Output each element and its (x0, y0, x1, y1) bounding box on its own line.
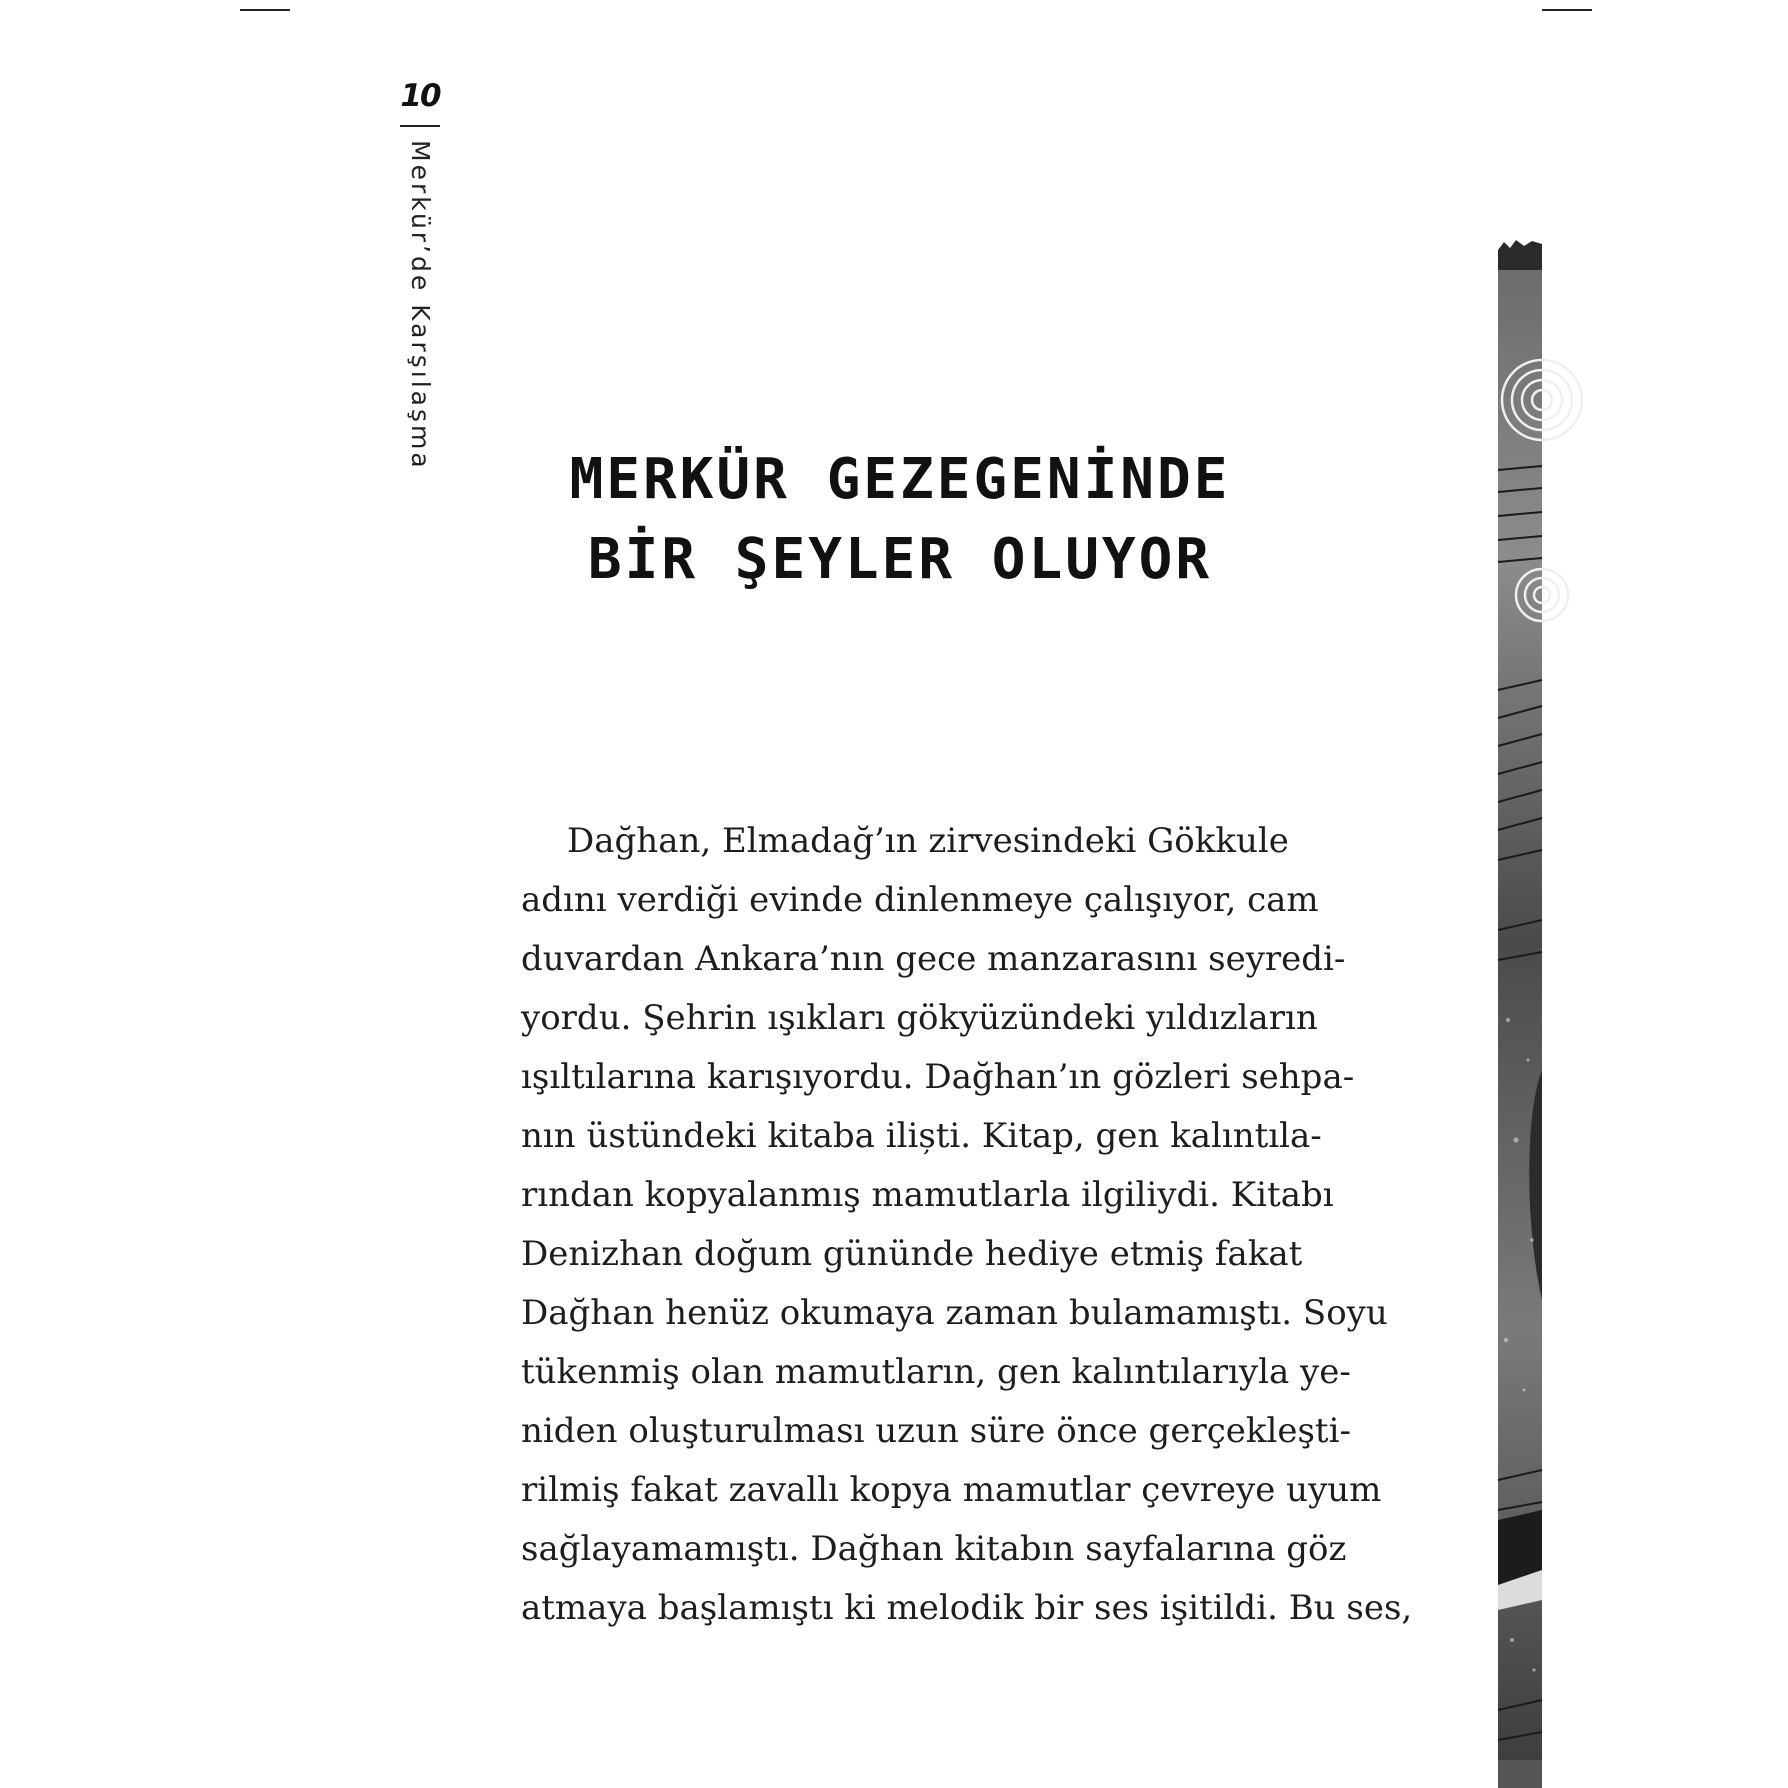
crop-mark-right (1542, 9, 1592, 11)
body-line: duvardan Ankara’nın gece manzarasını seyredi- (521, 939, 1346, 979)
body-line: rından kopyalanmış mamutlarla ilgiliydi. Kitabı (521, 1175, 1334, 1215)
illustration-edge-art (1498, 240, 1542, 1788)
body-paragraph (521, 812, 1413, 1638)
body-line: Denizhan doğum gününde hediye etmiş fakat (521, 1234, 1303, 1274)
body-line: ışıltılarına karışıyordu. Dağhan’ın gözleri sehpa- (521, 1057, 1355, 1097)
crop-mark-left (240, 9, 290, 11)
body-line: tükenmiş olan mamutların, gen kalıntılarıyla ye- (521, 1352, 1351, 1392)
chapter-title (520, 440, 1280, 600)
body-line: rilmiş fakat zavallı kopya mamutlar çevreye uyum (521, 1470, 1382, 1510)
body-line: atmaya başlamıştı ki melodik bir ses işitildi. Bu ses, (521, 1588, 1413, 1628)
body-line: nın üstündeki kitaba iliști. Kitap, gen kalıntıla- (521, 1116, 1322, 1156)
running-header-title: Merkür’de Karşılaşma (406, 140, 435, 471)
body-line: yordu. Şehrin ışıkları gökyüzündeki yıldızların (521, 998, 1318, 1038)
chapter-title-line-2: BİR ŞEYLER OLUYOR (587, 527, 1213, 592)
body-line: Dağhan, Elmadağ’ın zirvesindeki Gökkule (567, 821, 1289, 861)
body-line: Dağhan henüz okumaya zaman bulamamıştı. Soyu (521, 1293, 1388, 1333)
page-number: 10 (400, 78, 440, 114)
body-line: niden oluşturulması uzun süre önce gerçekleşti- (521, 1411, 1351, 1451)
chapter-title-line-1: MERKÜR GEZEGENİNDE (569, 447, 1231, 512)
body-line: sağlayamamıştı. Dağhan kitabın sayfalarına göz (521, 1529, 1347, 1569)
illustration-edge-strip (1498, 240, 1542, 1788)
body-line: adını verdiği evinde dinlenmeye çalışıyor, cam (521, 880, 1319, 920)
running-header-divider (400, 125, 440, 127)
